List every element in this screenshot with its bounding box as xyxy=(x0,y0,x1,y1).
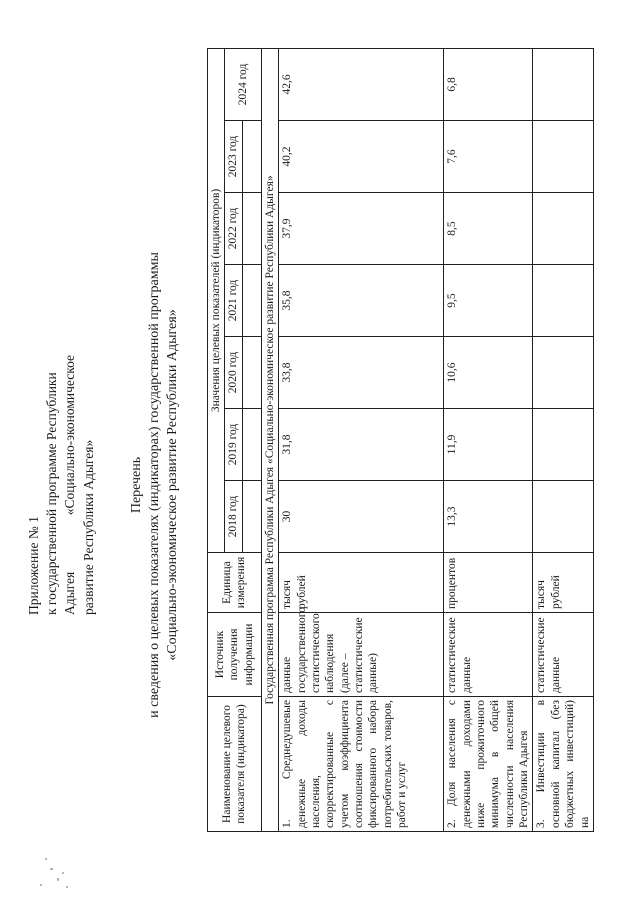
value-2022: 8,5 xyxy=(444,193,533,265)
header-year-2019: 2019 год xyxy=(225,409,242,481)
header-year-2018: 2018 год xyxy=(225,481,242,553)
value-2022 xyxy=(533,193,594,265)
value-2018 xyxy=(533,481,594,553)
header-blank xyxy=(242,481,261,553)
value-2022: 37,9 xyxy=(279,193,444,265)
value-2024: 42,6 xyxy=(279,48,444,120)
value-2020: 10,6 xyxy=(444,337,533,409)
appendix-line-3 xyxy=(61,355,79,615)
header-blank xyxy=(242,409,261,481)
header-values-group: Значения целевых показателей (индикаторов) xyxy=(208,48,225,552)
document-subtitle-1: и сведения о целевых показателях (индикаторах) государственной программы xyxy=(147,252,163,718)
indicators-table xyxy=(207,48,594,832)
value-2023 xyxy=(533,121,594,193)
indicator-source: статистические данные xyxy=(533,613,594,697)
value-2019 xyxy=(533,409,594,481)
header-blank xyxy=(242,265,261,337)
header-blank xyxy=(242,121,261,193)
indicator-unit: тысяч рублей xyxy=(533,553,594,613)
value-2020 xyxy=(533,337,594,409)
document-title: Перечень xyxy=(129,456,144,514)
appendix-line-1: Приложение № 1 xyxy=(26,516,41,615)
header-blank xyxy=(242,337,261,409)
header-year-2020: 2020 год xyxy=(225,337,242,409)
value-2018: 13,3 xyxy=(444,481,533,553)
appendix-line-4: развитие Республики Адыгея» xyxy=(80,439,96,615)
indicator-name: 1. Среднедушевые денежные доходы населения, скорректированные с учетом коэффициента соотношения стоимости фиксированного набора потребительских товаров, работ и услуг xyxy=(279,697,444,832)
header-year-2022: 2022 год xyxy=(225,193,242,265)
value-2023: 7,6 xyxy=(444,121,533,193)
header-indicator: Наименование целевого показателя (индикатора) xyxy=(208,697,262,832)
appendix-line-3-right: «Социально-экономическое xyxy=(62,355,78,516)
header-source: Источник получения информации xyxy=(208,613,262,697)
program-banner-row xyxy=(261,48,278,831)
appendix-header xyxy=(25,355,98,615)
value-2021 xyxy=(533,265,594,337)
header-row-1 xyxy=(208,48,225,831)
appendix-line-3-left: Адыгея xyxy=(62,571,78,615)
indicator-name: 3. Инвестиции в основной капитал (без бюджетных инвестиций) на xyxy=(533,697,594,832)
header-year-2024: 2024 год xyxy=(225,48,261,120)
value-2018: 30 xyxy=(279,481,444,553)
value-2021: 9,5 xyxy=(444,265,533,337)
table-row xyxy=(279,48,444,831)
indicator-source: данные государственного статистического наблюдения (далее – статистические данные) xyxy=(279,613,444,697)
header-unit: Единица измерения xyxy=(208,553,262,613)
document-subtitle-2: «Социально-экономическое развитие Республики Адыгея» xyxy=(165,309,181,661)
header-year-2023: 2023 год xyxy=(225,121,242,193)
value-2024: 6,8 xyxy=(444,48,533,120)
value-2023: 40,2 xyxy=(279,121,444,193)
indicator-source: статистические данные xyxy=(444,613,533,697)
value-2020: 33,8 xyxy=(279,337,444,409)
indicator-unit: тысяч рублей xyxy=(279,553,444,613)
program-banner: Государственная программа Республики Адыгея «Социально-экономическое развитие Республики Адыгея» xyxy=(261,48,278,831)
header-blank xyxy=(242,193,261,265)
table-row xyxy=(444,48,533,831)
value-2019: 11,9 xyxy=(444,409,533,481)
header-year-2021: 2021 год xyxy=(225,265,242,337)
appendix-line-2: к государственной программе Республики xyxy=(44,372,60,615)
value-2021: 35,8 xyxy=(279,265,444,337)
value-2019: 31,8 xyxy=(279,409,444,481)
indicator-name: 2. Доля населения с денежными доходами ниже прожиточного минимума в общей численности населения Республики Адыгея xyxy=(444,697,533,832)
value-2024 xyxy=(533,48,594,120)
document-heading xyxy=(128,215,183,755)
table-row xyxy=(533,48,594,831)
indicator-unit: процентов xyxy=(444,553,533,613)
